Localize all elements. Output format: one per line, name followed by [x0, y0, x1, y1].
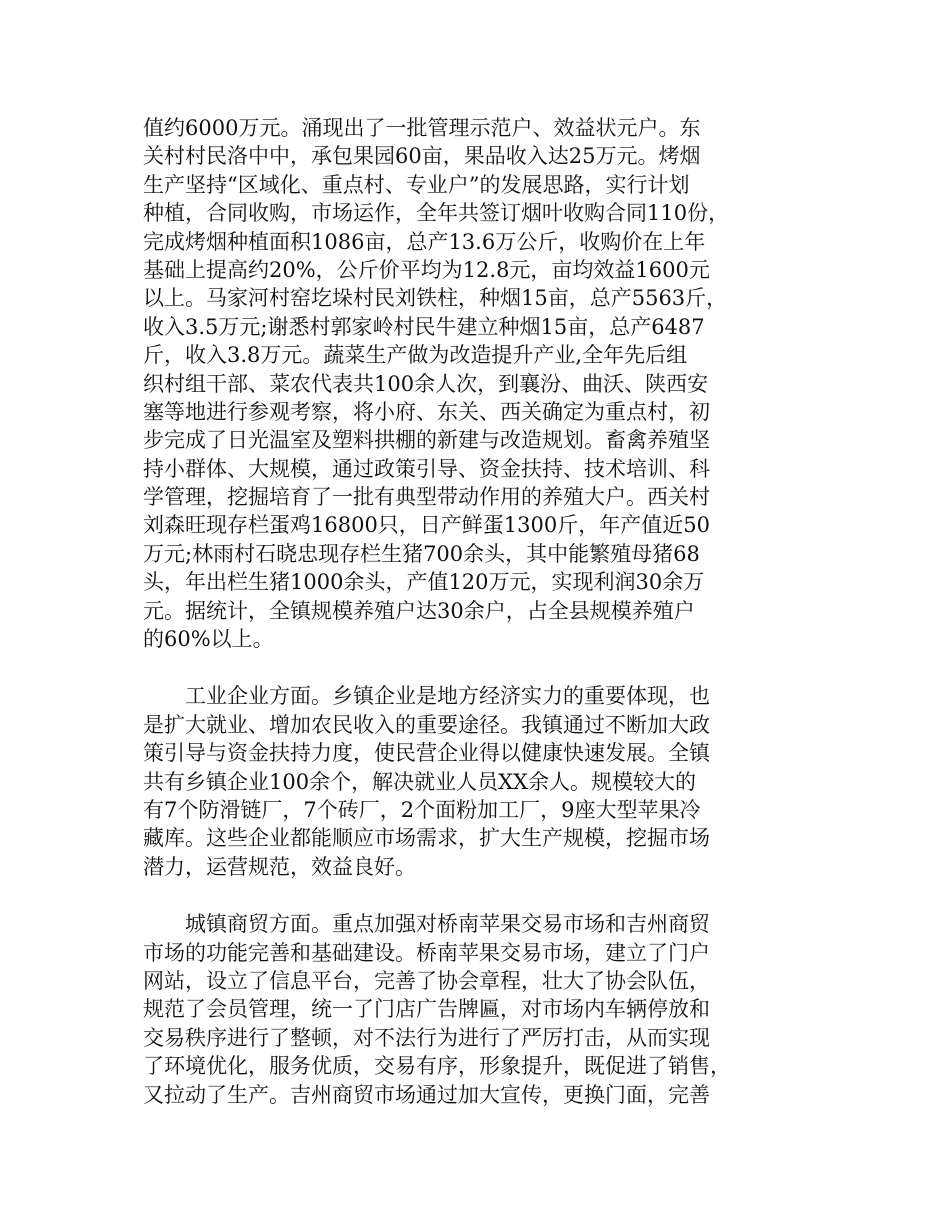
text-line: 刘森旺现存栏蛋鸡16800只，日产鲜蛋1300斤，年产值近50 [143, 513, 710, 538]
text-line: 织村组干部、菜农代表共100余人次，到襄汾、曲沃、陕西安 [143, 371, 709, 396]
text-line: 市场的功能完善和基础建设。桥南苹果交易市场，建立了门户 [143, 940, 710, 965]
text-line: 城镇商贸方面。重点加强对桥南苹果交易市场和吉州商贸 [185, 912, 710, 937]
paragraph-industry [143, 682, 828, 881]
text-line: 元。据统计，全镇规模养殖户达30余户，占全县规模养殖户 [143, 598, 695, 623]
text-line: 完成烤烟种植面积1086亩，总产13.6万公斤，收购价在上年 [143, 229, 706, 254]
text-line: 头，年出栏生猪1000余头，产值120万元，实现利润30余万 [143, 570, 705, 595]
text-line: 工业企业方面。乡镇企业是地方经济实力的重要体现，也 [185, 684, 710, 709]
text-line: 值约6000万元。涌现出了一批管理示范户、效益状元户。东 [143, 116, 701, 140]
text-line: 有7个防滑链厂，7个砖厂，2个面粉加工厂，9座大型苹果冷 [143, 797, 701, 822]
text-line: 了环境优化，服务优质，交易有序，形象提升，既促进了销售， [143, 1054, 731, 1079]
text-line: 网站，设立了信息平台，完善了协会章程，壮大了协会队伍， [143, 968, 710, 993]
text-line: 斤，收入3.8万元。蔬菜生产做为改造提升产业,全年先后组 [143, 343, 688, 368]
text-line: 学管理，挖掘培育了一批有典型带动作用的养殖大户。西关村 [143, 485, 710, 510]
text-line: 规范了会员管理，统一了门店广告牌匾，对市场内车辆停放和 [143, 997, 710, 1022]
text-line: 策引导与资金扶持力度，使民营企业得以健康快速发展。全镇 [143, 741, 710, 766]
text-line: 潜力，运营规范，效益良好。 [143, 854, 416, 879]
text-line: 步完成了日光温室及塑料拱棚的新建与改造规划。畜禽养殖坚 [143, 428, 710, 453]
text-line: 共有乡镇企业100余个，解决就业人员XX余人。规模较大的 [143, 769, 696, 794]
text-line: 万元;林雨村石晓忠现存栏生猪700余头，其中能繁殖母猪68 [143, 541, 700, 566]
paragraph-commerce [143, 910, 828, 1109]
text-line: 藏库。这些企业都能顺应市场需求，扩大生产规模，挖掘市场 [143, 826, 710, 851]
text-line: 又拉动了生产。吉州商贸市场通过加大宣传，更换门面，完善 [143, 1082, 710, 1107]
text-line: 交易秩序进行了整顿，对不法行为进行了严厉打击，从而实现 [143, 1025, 710, 1050]
text-line: 塞等地进行参观考察，将小府、东关、西关确定为重点村，初 [143, 399, 710, 424]
text-line: 生产坚持“区域化、重点村、专业户”的发展思路，实行计划 [143, 172, 690, 197]
paragraph-agriculture [143, 114, 828, 653]
text-line: 以上。马家河村窑圪垛村民刘铁柱，种烟15亩，总产5563斤， [143, 286, 728, 311]
text-line: 持小群体、大规模，通过政策引导、资金扶持、技术培训、科 [143, 456, 710, 481]
text-line: 的60%以上。 [143, 627, 274, 652]
text-line: 是扩大就业、增加农民收入的重要途径。我镇通过不断加大政 [143, 712, 710, 737]
text-line: 基础上提高约20%，公斤价平均为12.8元，亩均效益1600元 [143, 257, 710, 282]
text-line: 收入3.5万元;谢悉村郭家岭村民牛建立种烟15亩，总产6487 [143, 314, 705, 339]
text-line: 种植，合同收购，市场运作，全年共签订烟叶收购合同110份， [143, 201, 730, 226]
text-line: 关村村民洛中中，承包果园60亩，果品收入达25万元。烤烟 [143, 144, 701, 169]
document-body [143, 114, 828, 1138]
